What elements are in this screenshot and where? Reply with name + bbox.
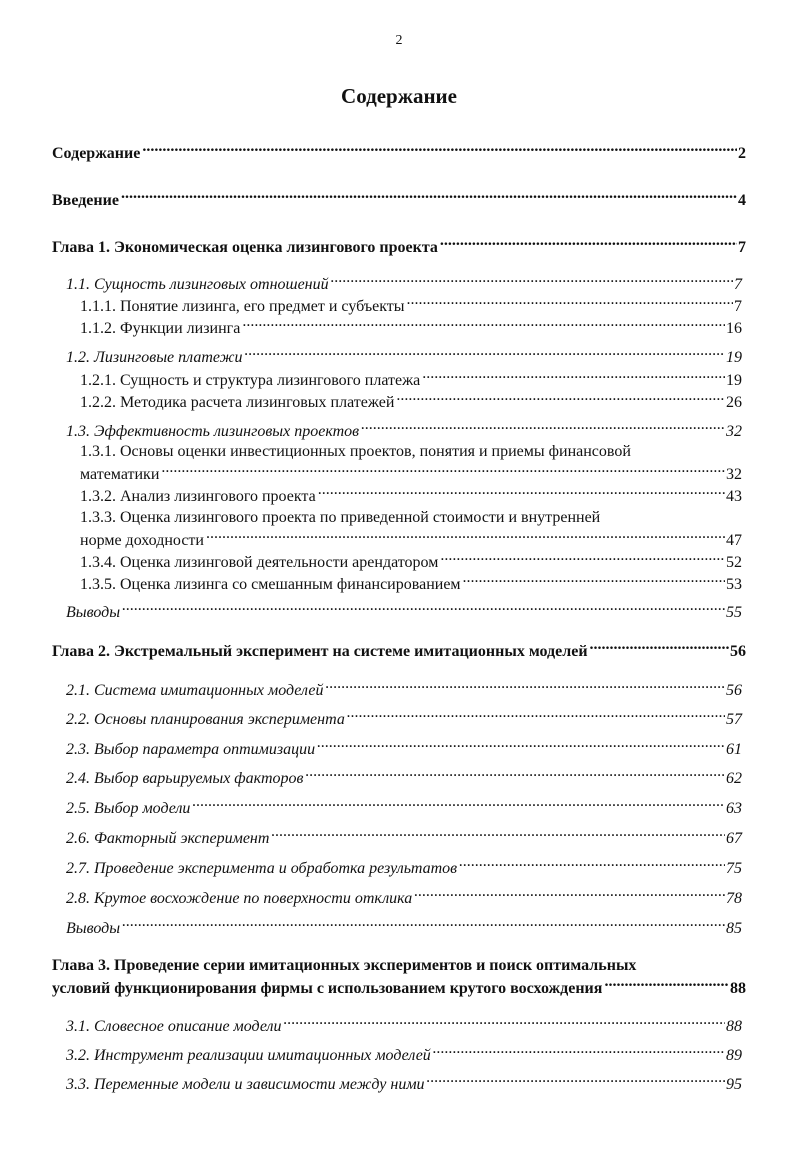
- toc-entry[interactable]: [66, 857, 742, 878]
- toc-entry[interactable]: [80, 369, 742, 390]
- toc-entry-title: условий функционирования фирмы с использованием крутого восхождения: [52, 980, 603, 997]
- toc-entry[interactable]: [52, 640, 746, 661]
- page-number: 2: [395, 33, 403, 48]
- toc-entry-page: 7: [734, 298, 742, 315]
- toc-entry-title: 1.3. Эффективность лизинговых проектов: [66, 423, 360, 440]
- toc-entry-page: 88: [726, 1018, 742, 1035]
- toc-entry-title: 2.8. Крутое восхождение по поверхности отклика: [66, 890, 413, 907]
- toc-entry[interactable]: [66, 601, 742, 622]
- toc-entry-title: норме доходности: [80, 532, 204, 549]
- toc-entry[interactable]: [80, 317, 742, 338]
- toc-entry-page: 32: [726, 466, 742, 483]
- toc-entry[interactable]: [80, 573, 742, 594]
- toc-entry-title: 1.3.5. Оценка лизинга со смешанным финансированием: [80, 576, 461, 593]
- toc-entry-page: 88: [730, 980, 746, 997]
- toc-entry-title-line[interactable]: 1.3.1. Основы оценки инвестиционных проектов, понятия и приемы финансовой: [80, 443, 631, 460]
- toc-entry[interactable]: [66, 708, 742, 729]
- toc-entry-title-line[interactable]: 1.3.3. Оценка лизингового проекта по приведенной стоимости и внутренней: [80, 509, 601, 526]
- toc-entry-title: Выводы: [66, 920, 121, 937]
- page-title: Содержание: [341, 84, 457, 108]
- toc-entry-page: 52: [726, 554, 742, 571]
- toc-entry-title: 2.1. Система имитационных моделей: [66, 682, 324, 699]
- toc-entry-page: 75: [726, 860, 742, 877]
- toc-entry-title: 3.3. Переменные модели и зависимости между ними: [66, 1076, 425, 1093]
- toc-entry-page: 26: [726, 394, 742, 411]
- toc-entry-title: Введение: [52, 192, 119, 209]
- toc-entry[interactable]: [52, 142, 746, 163]
- toc-entry[interactable]: [80, 529, 742, 550]
- toc-entry[interactable]: [66, 1073, 742, 1094]
- toc-entry-page: 57: [726, 711, 742, 728]
- toc-entry-page: 47: [726, 532, 742, 549]
- toc-entry[interactable]: [80, 295, 742, 316]
- toc-entry-title: 1.1.2. Функции лизинга: [80, 320, 241, 337]
- toc-entry-page: 32: [726, 423, 742, 440]
- toc-entry[interactable]: [66, 887, 742, 908]
- toc-entry-page: 43: [726, 488, 742, 505]
- toc-entry-title: 1.2.1. Сущность и структура лизингового платежа: [80, 372, 421, 389]
- toc-entry[interactable]: [80, 485, 742, 506]
- toc-entry-page: 85: [726, 920, 742, 937]
- toc-entry-page: 67: [726, 830, 742, 847]
- toc-entry-title: 2.2. Основы планирования эксперимента: [66, 711, 345, 728]
- toc-entry[interactable]: [66, 917, 742, 938]
- toc-entry-page: 78: [726, 890, 742, 907]
- toc-entry-title: Глава 2. Экстремальный эксперимент на системе имитационных моделей: [52, 643, 588, 660]
- toc-entry-title: 1.2. Лизинговые платежи: [66, 349, 243, 366]
- toc-entry-title: 1.1.1. Понятие лизинга, его предмет и субъекты: [80, 298, 405, 315]
- toc-entry-page: 19: [726, 372, 742, 389]
- toc-entry-title: 3.1. Словесное описание модели: [66, 1018, 282, 1035]
- toc-entry[interactable]: [66, 273, 742, 294]
- toc-entry-page: 89: [726, 1047, 742, 1064]
- toc-entry[interactable]: [52, 977, 746, 998]
- toc-entry-title: 2.5. Выбор модели: [66, 800, 191, 817]
- toc-entry-title: 2.3. Выбор параметра оптимизации: [66, 741, 316, 758]
- toc-entry-page: 19: [726, 349, 742, 366]
- toc-entry[interactable]: [80, 463, 742, 484]
- toc-entry-title: 1.3.4. Оценка лизинговой деятельности арендатором: [80, 554, 439, 571]
- toc-entry-title: 2.6. Факторный эксперимент: [66, 830, 270, 847]
- toc-entry[interactable]: [52, 189, 746, 210]
- toc-entry[interactable]: [66, 797, 742, 818]
- toc-entry-page: 4: [738, 192, 746, 209]
- toc-entry[interactable]: [80, 391, 742, 412]
- toc-entry-page: 63: [726, 800, 742, 817]
- toc-entry[interactable]: [66, 767, 742, 788]
- toc-entry[interactable]: [66, 1044, 742, 1065]
- toc-entry-title: математики: [80, 466, 160, 483]
- toc-entry-title: 1.3.2. Анализ лизингового проекта: [80, 488, 316, 505]
- toc-entry-title: 1.1. Сущность лизинговых отношений: [66, 276, 329, 293]
- toc-entry-page: 56: [726, 682, 742, 699]
- toc-entry-page: 62: [726, 770, 742, 787]
- toc-entry-title: Выводы: [66, 604, 121, 621]
- toc-entry[interactable]: [66, 827, 742, 848]
- toc-entry-page: 95: [726, 1076, 742, 1093]
- toc-entry-page: 56: [730, 643, 746, 660]
- toc-entry-page: 2: [738, 145, 746, 162]
- toc-entry[interactable]: [66, 679, 742, 700]
- toc-entry-title: Глава 1. Экономическая оценка лизингового проекта: [52, 239, 438, 256]
- toc-entry-page: 7: [738, 239, 746, 256]
- toc-entry-title: 1.2.2. Методика расчета лизинговых платежей: [80, 394, 395, 411]
- toc-entry-page: 16: [726, 320, 742, 337]
- toc-entry[interactable]: [66, 1015, 742, 1036]
- toc-entry[interactable]: [66, 346, 742, 367]
- toc-entry[interactable]: [66, 420, 742, 441]
- toc-entry-title: 2.4. Выбор варьируемых факторов: [66, 770, 304, 787]
- toc-entry[interactable]: [52, 236, 746, 257]
- toc-entry-page: 55: [726, 604, 742, 621]
- toc-entry[interactable]: [66, 738, 742, 759]
- toc-entry-page: 53: [726, 576, 742, 593]
- toc-entry-title: 2.7. Проведение эксперимента и обработка результатов: [66, 860, 458, 877]
- toc-entry[interactable]: [80, 551, 742, 572]
- toc-entry-page: 61: [726, 741, 742, 758]
- toc-entry-title-line[interactable]: Глава 3. Проведение серии имитационных экспериментов и поиск оптимальных: [52, 957, 637, 974]
- toc-entry-page: 7: [734, 276, 742, 293]
- toc-entry-title: 3.2. Инструмент реализации имитационных моделей: [66, 1047, 431, 1064]
- toc-entry-title: Содержание: [52, 145, 141, 162]
